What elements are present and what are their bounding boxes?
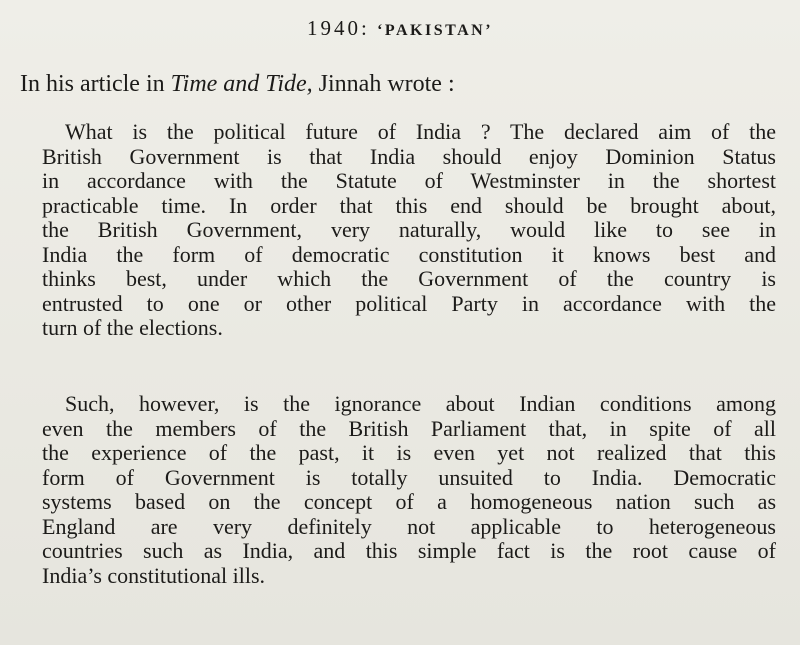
text-line: England are very definitely not applicable to heterogeneous (42, 513, 776, 539)
text-line: even the members of the British Parliament that, in spite of all (42, 415, 776, 441)
text-line: form of Government is totally unsuited to India. Democratic (42, 464, 776, 490)
intro-text: In his article in (20, 71, 171, 97)
text-line: practicable time. In order that this end should be brought about, (42, 192, 776, 218)
text-line: the British Government, very naturally, would like to see in (42, 217, 776, 242)
running-head-title: ‘PAKISTAN’ (377, 22, 494, 39)
text-line: systems based on the concept of a homogeneous nation such as (42, 489, 776, 514)
intro-text-end: Jinnah wrote : (312, 71, 455, 97)
text-line: entrusted to one or other political Party in accordance with the (42, 290, 776, 316)
text-line: in accordance with the Statute of Westminster in the shortest (42, 168, 776, 193)
publication-title: Time and Tide, (170, 71, 313, 97)
text-line: British Government is that India should enjoy Dominion Status (42, 143, 776, 169)
text-line: India’s constitutional ills. (42, 562, 266, 588)
intro-line (20, 69, 780, 99)
text-line: the experience of the past, it is even yet not realized that this (42, 440, 776, 465)
running-head (0, 16, 800, 41)
text-line: Such, however, is the ignorance about Indian conditions among (65, 391, 776, 416)
text-line: India the form of democratic constitution it knows best and (42, 241, 776, 267)
text-line: turn of the elections. (42, 315, 223, 340)
running-head-year: 1940: (306, 16, 370, 40)
text-line: thinks best, under which the Government of the country is (42, 266, 776, 291)
text-line: countries such as India, and this simple fact is the root cause of (42, 538, 776, 563)
quote-paragraph-2 (42, 392, 776, 588)
quote-paragraph-1 (42, 120, 776, 341)
text-line: What is the political future of India ? The declared aim of the (65, 119, 776, 144)
